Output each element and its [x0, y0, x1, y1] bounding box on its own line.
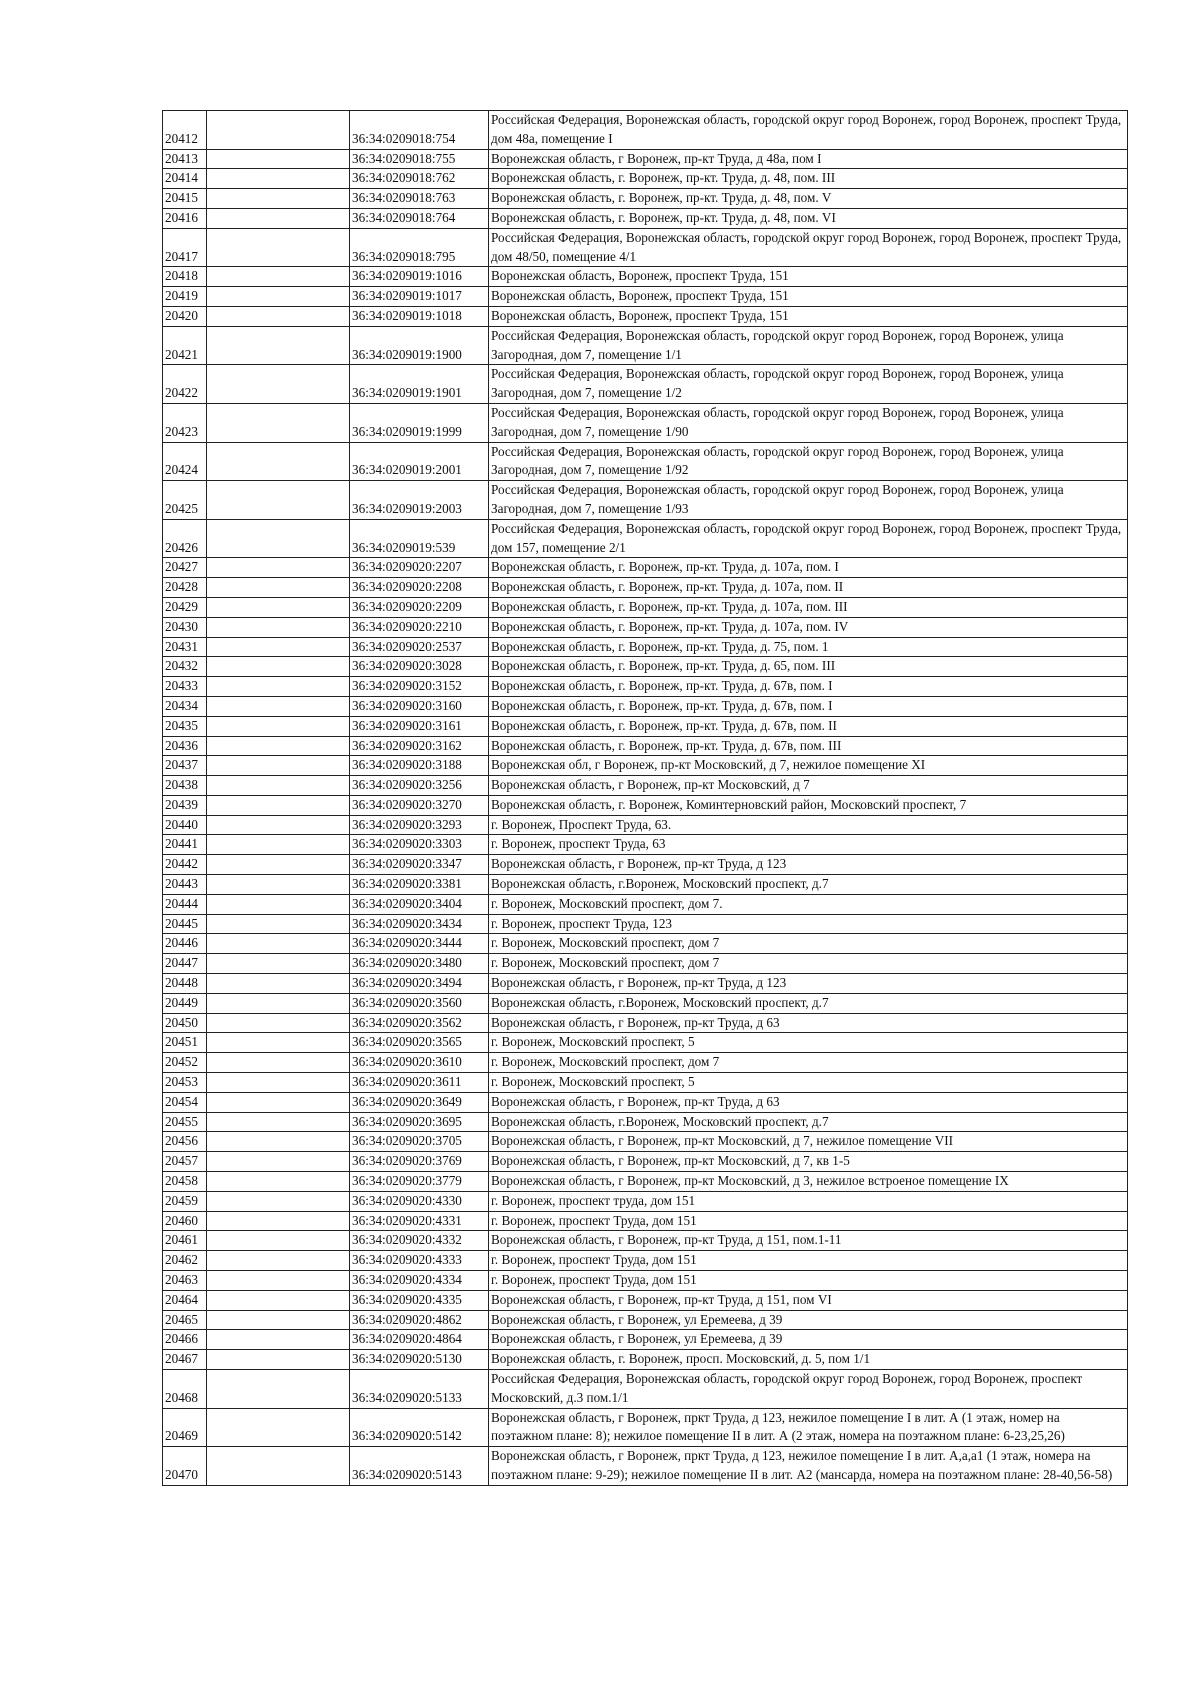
- cadastral-number-cell: 36:34:0209020:2209: [350, 597, 489, 617]
- address-cell: Воронежская область, Воронеж, проспект Труда, 151: [489, 287, 1128, 307]
- owner-cell: [207, 894, 350, 914]
- address-cell: Воронежская область, г. Воронеж, пр-кт. Труда, д. 67в, пом. II: [489, 716, 1128, 736]
- row-number-cell: 20470: [163, 1447, 207, 1486]
- cadastral-number-cell: 36:34:0209019:1018: [350, 306, 489, 326]
- row-number-cell: 20426: [163, 519, 207, 558]
- cadastral-number-cell: 36:34:0209020:3611: [350, 1073, 489, 1093]
- owner-cell: [207, 149, 350, 169]
- row-number-cell: 20428: [163, 578, 207, 598]
- cadastral-number-cell: 36:34:0209020:3705: [350, 1132, 489, 1152]
- cadastral-number-cell: 36:34:0209020:3256: [350, 776, 489, 796]
- row-number-cell: 20450: [163, 1013, 207, 1033]
- address-cell: Воронежская область, г Воронеж, пр-кт Труда, д 123: [489, 855, 1128, 875]
- row-number-cell: 20442: [163, 855, 207, 875]
- cadastral-number-cell: 36:34:0209020:3293: [350, 815, 489, 835]
- row-number-cell: 20424: [163, 442, 207, 481]
- table-row: [163, 1251, 1128, 1271]
- cadastral-number-cell: 36:34:0209020:4864: [350, 1330, 489, 1350]
- cadastral-number-cell: 36:34:0209018:754: [350, 111, 489, 150]
- table-row: [163, 617, 1128, 637]
- owner-cell: [207, 578, 350, 598]
- cadastral-number-cell: 36:34:0209020:3562: [350, 1013, 489, 1033]
- cadastral-number-cell: 36:34:0209020:3028: [350, 657, 489, 677]
- row-number-cell: 20445: [163, 914, 207, 934]
- row-number-cell: 20444: [163, 894, 207, 914]
- row-number-cell: 20415: [163, 189, 207, 209]
- row-number-cell: 20465: [163, 1310, 207, 1330]
- address-cell: г. Воронеж, проспект Труда, 123: [489, 914, 1128, 934]
- address-cell: г. Воронеж, Московский проспект, дом 7: [489, 934, 1128, 954]
- row-number-cell: 20423: [163, 403, 207, 442]
- cadastral-number-cell: 36:34:0209020:3404: [350, 894, 489, 914]
- cadastral-number-cell: 36:34:0209020:3769: [350, 1152, 489, 1172]
- cadastral-number-cell: 36:34:0209020:3160: [350, 696, 489, 716]
- address-cell: Воронежская область, г. Воронеж, Коминтерновский район, Московский проспект, 7: [489, 795, 1128, 815]
- table-row: [163, 1447, 1128, 1486]
- cadastral-number-cell: 36:34:0209019:1017: [350, 287, 489, 307]
- row-number-cell: 20417: [163, 228, 207, 267]
- table-row: [163, 894, 1128, 914]
- table-row: [163, 1408, 1128, 1447]
- row-number-cell: 20453: [163, 1073, 207, 1093]
- cadastral-number-cell: 36:34:0209020:2210: [350, 617, 489, 637]
- cadastral-number-cell: 36:34:0209019:1016: [350, 267, 489, 287]
- row-number-cell: 20421: [163, 326, 207, 365]
- table-row: [163, 776, 1128, 796]
- owner-cell: [207, 617, 350, 637]
- cadastral-number-cell: 36:34:0209020:4332: [350, 1231, 489, 1251]
- row-number-cell: 20413: [163, 149, 207, 169]
- row-number-cell: 20461: [163, 1231, 207, 1251]
- address-cell: Российская Федерация, Воронежская область, городской округ город Воронеж, город Воронеж, проспект Труда, дом 157, помещение 2/1: [489, 519, 1128, 558]
- row-number-cell: 20469: [163, 1408, 207, 1447]
- address-cell: Российская Федерация, Воронежская область, городской округ город Воронеж, город Воронеж, улица Загородная, дом 7, помещение 1/90: [489, 403, 1128, 442]
- cadastral-number-cell: 36:34:0209020:5142: [350, 1408, 489, 1447]
- owner-cell: [207, 1350, 350, 1370]
- owner-cell: [207, 1290, 350, 1310]
- row-number-cell: 20427: [163, 558, 207, 578]
- owner-cell: [207, 756, 350, 776]
- cadastral-number-cell: 36:34:0209019:2003: [350, 481, 489, 520]
- owner-cell: [207, 1152, 350, 1172]
- cadastral-number-cell: 36:34:0209020:3565: [350, 1033, 489, 1053]
- table-row: [163, 855, 1128, 875]
- row-number-cell: 20448: [163, 974, 207, 994]
- table-row: [163, 1053, 1128, 1073]
- address-cell: Воронежская область, г. Воронеж, пр-кт. Труда, д. 67в, пом. I: [489, 677, 1128, 697]
- owner-cell: [207, 306, 350, 326]
- row-number-cell: 20429: [163, 597, 207, 617]
- table-row: [163, 696, 1128, 716]
- cadastral-number-cell: 36:34:0209019:1901: [350, 365, 489, 404]
- table-row: [163, 481, 1128, 520]
- row-number-cell: 20447: [163, 954, 207, 974]
- table-row: [163, 169, 1128, 189]
- row-number-cell: 20456: [163, 1132, 207, 1152]
- cadastral-number-cell: 36:34:0209020:4330: [350, 1191, 489, 1211]
- address-cell: г. Воронеж, проспект Труда, 63: [489, 835, 1128, 855]
- cadastral-number-cell: 36:34:0209018:755: [350, 149, 489, 169]
- owner-cell: [207, 795, 350, 815]
- table-row: [163, 993, 1128, 1013]
- address-cell: Воронежская область, г Воронеж, пр-кт Труда, д 63: [489, 1092, 1128, 1112]
- table-row: [163, 815, 1128, 835]
- address-cell: Воронежская область, г. Воронеж, пр-кт. Труда, д. 67в, пом. III: [489, 736, 1128, 756]
- owner-cell: [207, 1370, 350, 1409]
- table-row: [163, 1132, 1128, 1152]
- table-row: [163, 954, 1128, 974]
- owner-cell: [207, 1132, 350, 1152]
- table-row: [163, 934, 1128, 954]
- row-number-cell: 20430: [163, 617, 207, 637]
- address-cell: Российская Федерация, Воронежская область, городской округ город Воронеж, город Воронеж, проспект Труда, дом 48/50, помещение 4/1: [489, 228, 1128, 267]
- table-row: [163, 365, 1128, 404]
- owner-cell: [207, 365, 350, 404]
- address-cell: Воронежская область, г Воронеж, пр-кт Труда, д 48а, пом I: [489, 149, 1128, 169]
- owner-cell: [207, 1191, 350, 1211]
- table-row: [163, 326, 1128, 365]
- row-number-cell: 20420: [163, 306, 207, 326]
- cadastral-number-cell: 36:34:0209020:3347: [350, 855, 489, 875]
- row-number-cell: 20452: [163, 1053, 207, 1073]
- owner-cell: [207, 1112, 350, 1132]
- owner-cell: [207, 1033, 350, 1053]
- table-row: [163, 597, 1128, 617]
- cadastral-number-cell: 36:34:0209020:3494: [350, 974, 489, 994]
- table-row: [163, 1290, 1128, 1310]
- row-number-cell: 20458: [163, 1172, 207, 1192]
- owner-cell: [207, 914, 350, 934]
- owner-cell: [207, 228, 350, 267]
- cadastral-number-cell: 36:34:0209020:3480: [350, 954, 489, 974]
- table-row: [163, 228, 1128, 267]
- owner-cell: [207, 934, 350, 954]
- row-number-cell: 20467: [163, 1350, 207, 1370]
- owner-cell: [207, 1447, 350, 1486]
- owner-cell: [207, 111, 350, 150]
- cadastral-number-cell: 36:34:0209019:1900: [350, 326, 489, 365]
- table-row: [163, 1350, 1128, 1370]
- address-cell: Воронежская область, г. Воронеж, пр-кт. Труда, д. 107а, пом. III: [489, 597, 1128, 617]
- table-row: [163, 306, 1128, 326]
- table-row: [163, 756, 1128, 776]
- address-cell: Воронежская область, г. Воронеж, пр-кт. Труда, д. 75, пом. 1: [489, 637, 1128, 657]
- address-cell: Российская Федерация, Воронежская область, городской округ город Воронеж, город Воронеж, проспект Труда, дом 48а, помещение I: [489, 111, 1128, 150]
- row-number-cell: 20464: [163, 1290, 207, 1310]
- address-cell: Воронежская область, Воронеж, проспект Труда, 151: [489, 267, 1128, 287]
- owner-cell: [207, 1073, 350, 1093]
- registry-table-body: [163, 111, 1128, 1486]
- row-number-cell: 20438: [163, 776, 207, 796]
- table-row: [163, 716, 1128, 736]
- cadastral-number-cell: 36:34:0209020:3695: [350, 1112, 489, 1132]
- table-row: [163, 578, 1128, 598]
- address-cell: Российская Федерация, Воронежская область, городской округ город Воронеж, город Воронеж, улица Загородная, дом 7, помещение 1/92: [489, 442, 1128, 481]
- cadastral-number-cell: 36:34:0209018:795: [350, 228, 489, 267]
- row-number-cell: 20443: [163, 875, 207, 895]
- cadastral-number-cell: 36:34:0209020:2537: [350, 637, 489, 657]
- owner-cell: [207, 993, 350, 1013]
- cadastral-number-cell: 36:34:0209020:3649: [350, 1092, 489, 1112]
- address-cell: г. Воронеж, Московский проспект, дом 7: [489, 954, 1128, 974]
- row-number-cell: 20418: [163, 267, 207, 287]
- table-row: [163, 189, 1128, 209]
- cadastral-number-cell: 36:34:0209020:3152: [350, 677, 489, 697]
- table-row: [163, 403, 1128, 442]
- address-cell: Воронежская область, г Воронеж, ул Еремеева, д 39: [489, 1330, 1128, 1350]
- row-number-cell: 20468: [163, 1370, 207, 1409]
- row-number-cell: 20462: [163, 1251, 207, 1271]
- owner-cell: [207, 696, 350, 716]
- table-row: [163, 875, 1128, 895]
- owner-cell: [207, 267, 350, 287]
- address-cell: Воронежская область, г.Воронеж, Московский проспект, д.7: [489, 1112, 1128, 1132]
- owner-cell: [207, 974, 350, 994]
- owner-cell: [207, 677, 350, 697]
- owner-cell: [207, 815, 350, 835]
- table-row: [163, 519, 1128, 558]
- cadastral-number-cell: 36:34:0209018:764: [350, 208, 489, 228]
- table-row: [163, 149, 1128, 169]
- address-cell: Воронежская область, г. Воронеж, просп. Московский, д. 5, пом 1/1: [489, 1350, 1128, 1370]
- table-row: [163, 736, 1128, 756]
- cadastral-number-cell: 36:34:0209019:539: [350, 519, 489, 558]
- cadastral-number-cell: 36:34:0209018:763: [350, 189, 489, 209]
- row-number-cell: 20431: [163, 637, 207, 657]
- row-number-cell: 20419: [163, 287, 207, 307]
- row-number-cell: 20416: [163, 208, 207, 228]
- owner-cell: [207, 189, 350, 209]
- table-row: [163, 1211, 1128, 1231]
- owner-cell: [207, 1092, 350, 1112]
- cadastral-number-cell: 36:34:0209020:2208: [350, 578, 489, 598]
- row-number-cell: 20436: [163, 736, 207, 756]
- address-cell: г. Воронеж, Московский проспект, 5: [489, 1073, 1128, 1093]
- row-number-cell: 20454: [163, 1092, 207, 1112]
- table-row: [163, 1013, 1128, 1033]
- address-cell: Российская Федерация, Воронежская область, городской округ город Воронеж, город Воронеж, проспект Московский, д.3 пом.1/1: [489, 1370, 1128, 1409]
- row-number-cell: 20455: [163, 1112, 207, 1132]
- table-row: [163, 637, 1128, 657]
- address-cell: Воронежская область, г.Воронеж, Московский проспект, д.7: [489, 993, 1128, 1013]
- owner-cell: [207, 657, 350, 677]
- table-row: [163, 1330, 1128, 1350]
- registry-table: [162, 110, 1128, 1486]
- cadastral-number-cell: 36:34:0209020:5133: [350, 1370, 489, 1409]
- address-cell: Воронежская область, г Воронеж, пр-кт Труда, д 151, пом VI: [489, 1290, 1128, 1310]
- owner-cell: [207, 855, 350, 875]
- owner-cell: [207, 835, 350, 855]
- address-cell: Воронежская область, г. Воронеж, пр-кт. Труда, д. 48, пом. V: [489, 189, 1128, 209]
- row-number-cell: 20440: [163, 815, 207, 835]
- table-row: [163, 835, 1128, 855]
- address-cell: Воронежская область, г. Воронеж, пр-кт. Труда, д. 65, пом. III: [489, 657, 1128, 677]
- owner-cell: [207, 776, 350, 796]
- owner-cell: [207, 1330, 350, 1350]
- row-number-cell: 20432: [163, 657, 207, 677]
- owner-cell: [207, 519, 350, 558]
- address-cell: Воронежская область, г. Воронеж, пр-кт. Труда, д. 107а, пом. I: [489, 558, 1128, 578]
- table-row: [163, 974, 1128, 994]
- row-number-cell: 20412: [163, 111, 207, 150]
- row-number-cell: 20459: [163, 1191, 207, 1211]
- address-cell: Воронежская область, г Воронеж, пр-кт Московский, д 7, нежилое помещение VII: [489, 1132, 1128, 1152]
- owner-cell: [207, 1013, 350, 1033]
- row-number-cell: 20434: [163, 696, 207, 716]
- address-cell: г. Воронеж, проспект Труда, дом 151: [489, 1271, 1128, 1291]
- table-row: [163, 111, 1128, 150]
- address-cell: Воронежская область, г.Воронеж, Московский проспект, д.7: [489, 875, 1128, 895]
- row-number-cell: 20460: [163, 1211, 207, 1231]
- owner-cell: [207, 169, 350, 189]
- row-number-cell: 20466: [163, 1330, 207, 1350]
- owner-cell: [207, 208, 350, 228]
- table-row: [163, 1092, 1128, 1112]
- row-number-cell: 20433: [163, 677, 207, 697]
- row-number-cell: 20449: [163, 993, 207, 1013]
- owner-cell: [207, 1310, 350, 1330]
- owner-cell: [207, 442, 350, 481]
- owner-cell: [207, 403, 350, 442]
- table-row: [163, 657, 1128, 677]
- address-cell: Воронежская область, г Воронеж, пркт Труда, д 123, нежилое помещение I в лит. А (1 этаж, номер на поэтажном плане: 8); нежилое помещение II в лит. А (2 этаж, номера на поэтажном плане: 6-23,25,26): [489, 1408, 1128, 1447]
- cadastral-number-cell: 36:34:0209020:5143: [350, 1447, 489, 1486]
- table-row: [163, 442, 1128, 481]
- table-row: [163, 1271, 1128, 1291]
- address-cell: Воронежская область, г. Воронеж, пр-кт. Труда, д. 107а, пом. II: [489, 578, 1128, 598]
- address-cell: Воронежская область, г. Воронеж, пр-кт. Труда, д. 48, пом. VI: [489, 208, 1128, 228]
- row-number-cell: 20451: [163, 1033, 207, 1053]
- cadastral-number-cell: 36:34:0209020:3610: [350, 1053, 489, 1073]
- owner-cell: [207, 1053, 350, 1073]
- row-number-cell: 20446: [163, 934, 207, 954]
- owner-cell: [207, 637, 350, 657]
- owner-cell: [207, 1231, 350, 1251]
- owner-cell: [207, 481, 350, 520]
- owner-cell: [207, 736, 350, 756]
- row-number-cell: 20435: [163, 716, 207, 736]
- row-number-cell: 20422: [163, 365, 207, 404]
- table-row: [163, 1073, 1128, 1093]
- address-cell: г. Воронеж, Московский проспект, 5: [489, 1033, 1128, 1053]
- table-row: [163, 1033, 1128, 1053]
- table-row: [163, 1370, 1128, 1409]
- cadastral-number-cell: 36:34:0209020:3303: [350, 835, 489, 855]
- address-cell: Российская Федерация, Воронежская область, городской округ город Воронеж, город Воронеж, улица Загородная, дом 7, помещение 1/1: [489, 326, 1128, 365]
- address-cell: г. Воронеж, проспект Труда, дом 151: [489, 1251, 1128, 1271]
- table-row: [163, 1191, 1128, 1211]
- address-cell: Воронежская область, г Воронеж, ул Еремеева, д 39: [489, 1310, 1128, 1330]
- address-cell: Воронежская область, г. Воронеж, пр-кт. Труда, д. 67в, пом. I: [489, 696, 1128, 716]
- address-cell: Воронежская обл, г Воронеж, пр-кт Московский, д 7, нежилое помещение XI: [489, 756, 1128, 776]
- address-cell: Воронежская область, г Воронеж, пр-кт Труда, д 151, пом.1-11: [489, 1231, 1128, 1251]
- owner-cell: [207, 287, 350, 307]
- address-cell: Российская Федерация, Воронежская область, городской округ город Воронеж, город Воронеж, улица Загородная, дом 7, помещение 1/2: [489, 365, 1128, 404]
- owner-cell: [207, 1172, 350, 1192]
- table-row: [163, 287, 1128, 307]
- cadastral-number-cell: 36:34:0209020:4862: [350, 1310, 489, 1330]
- row-number-cell: 20441: [163, 835, 207, 855]
- row-number-cell: 20437: [163, 756, 207, 776]
- owner-cell: [207, 597, 350, 617]
- table-row: [163, 558, 1128, 578]
- owner-cell: [207, 716, 350, 736]
- row-number-cell: 20457: [163, 1152, 207, 1172]
- address-cell: Воронежская область, г Воронеж, пр-кт Московский, д 3, нежилое встроеное помещение IX: [489, 1172, 1128, 1192]
- address-cell: Воронежская область, г Воронеж, пр-кт Московский, д 7, кв 1-5: [489, 1152, 1128, 1172]
- row-number-cell: 20439: [163, 795, 207, 815]
- owner-cell: [207, 1251, 350, 1271]
- cadastral-number-cell: 36:34:0209018:762: [350, 169, 489, 189]
- table-row: [163, 677, 1128, 697]
- cadastral-number-cell: 36:34:0209020:3779: [350, 1172, 489, 1192]
- table-row: [163, 1231, 1128, 1251]
- owner-cell: [207, 1271, 350, 1291]
- cadastral-number-cell: 36:34:0209020:4334: [350, 1271, 489, 1291]
- address-cell: Воронежская область, г Воронеж, пркт Труда, д 123, нежилое помещение I в лит. А,а,а1 (1 этаж, номера на поэтажном плане: 9-29); нежилое помещение II в лит. А2 (мансарда, номера на поэтажном плане: 28-40,56-58): [489, 1447, 1128, 1486]
- owner-cell: [207, 1408, 350, 1447]
- cadastral-number-cell: 36:34:0209020:2207: [350, 558, 489, 578]
- address-cell: Воронежская область, Воронеж, проспект Труда, 151: [489, 306, 1128, 326]
- cadastral-number-cell: 36:34:0209020:3270: [350, 795, 489, 815]
- cadastral-number-cell: 36:34:0209019:2001: [350, 442, 489, 481]
- address-cell: Воронежская область, г. Воронеж, пр-кт. Труда, д. 107а, пом. IV: [489, 617, 1128, 637]
- table-row: [163, 1112, 1128, 1132]
- address-cell: Воронежская область, г Воронеж, пр-кт Труда, д 123: [489, 974, 1128, 994]
- owner-cell: [207, 558, 350, 578]
- owner-cell: [207, 1211, 350, 1231]
- cadastral-number-cell: 36:34:0209020:3161: [350, 716, 489, 736]
- address-cell: Воронежская область, г. Воронеж, пр-кт. Труда, д. 48, пом. III: [489, 169, 1128, 189]
- address-cell: Воронежская область, г Воронеж, пр-кт Московский, д 7: [489, 776, 1128, 796]
- address-cell: Российская Федерация, Воронежская область, городской округ город Воронеж, город Воронеж, улица Загородная, дом 7, помещение 1/93: [489, 481, 1128, 520]
- table-row: [163, 1310, 1128, 1330]
- cadastral-number-cell: 36:34:0209020:4333: [350, 1251, 489, 1271]
- address-cell: г. Воронеж, проспект труда, дом 151: [489, 1191, 1128, 1211]
- cadastral-number-cell: 36:34:0209020:3434: [350, 914, 489, 934]
- owner-cell: [207, 875, 350, 895]
- table-row: [163, 267, 1128, 287]
- address-cell: г. Воронеж, Московский проспект, дом 7.: [489, 894, 1128, 914]
- table-row: [163, 795, 1128, 815]
- row-number-cell: 20463: [163, 1271, 207, 1291]
- cadastral-number-cell: 36:34:0209020:4331: [350, 1211, 489, 1231]
- cadastral-number-cell: 36:34:0209020:3560: [350, 993, 489, 1013]
- table-row: [163, 914, 1128, 934]
- owner-cell: [207, 954, 350, 974]
- cadastral-number-cell: 36:34:0209020:3444: [350, 934, 489, 954]
- cadastral-number-cell: 36:34:0209019:1999: [350, 403, 489, 442]
- row-number-cell: 20414: [163, 169, 207, 189]
- cadastral-number-cell: 36:34:0209020:3162: [350, 736, 489, 756]
- table-row: [163, 1152, 1128, 1172]
- address-cell: г. Воронеж, Московский проспект, дом 7: [489, 1053, 1128, 1073]
- cadastral-number-cell: 36:34:0209020:3381: [350, 875, 489, 895]
- address-cell: г. Воронеж, проспект Труда, дом 151: [489, 1211, 1128, 1231]
- table-row: [163, 1172, 1128, 1192]
- row-number-cell: 20425: [163, 481, 207, 520]
- address-cell: Воронежская область, г Воронеж, пр-кт Труда, д 63: [489, 1013, 1128, 1033]
- cadastral-number-cell: 36:34:0209020:3188: [350, 756, 489, 776]
- cadastral-number-cell: 36:34:0209020:4335: [350, 1290, 489, 1310]
- owner-cell: [207, 326, 350, 365]
- address-cell: г. Воронеж, Проспект Труда, 63.: [489, 815, 1128, 835]
- cadastral-number-cell: 36:34:0209020:5130: [350, 1350, 489, 1370]
- table-row: [163, 208, 1128, 228]
